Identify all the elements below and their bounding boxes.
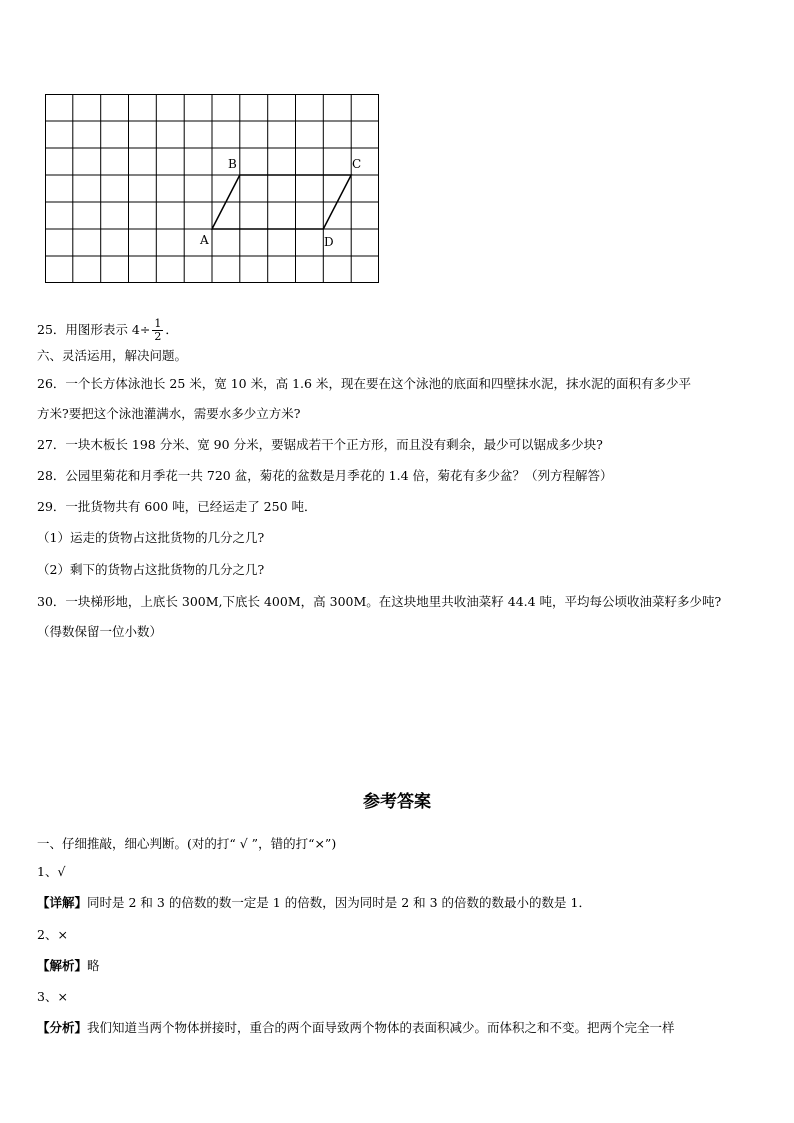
analysis-label-3: 【分析】 [37,1020,88,1035]
answers-title: 参考答案 [363,792,431,812]
question-29-part1: （1）运走的货物占这批货物的几分之几? [37,530,265,545]
question-25-end: ． [165,322,178,337]
question-30-line2: （得数保留一位小数） [37,624,163,639]
analysis-text: 略 [87,958,100,973]
fraction-one-half [152,318,163,343]
question-25 [37,318,178,343]
question-28: 28．公园里菊花和月季花一共 720 盆，菊花的盆数是月季花的 1.4 倍，菊花有多少盆？（列方程解答） [37,468,613,483]
vertex-label-b: B [228,157,237,171]
answer-2: 2、× [37,927,68,942]
question-26-line2: 方米?要把这个泳池灌满水，需要水多少立方米? [37,406,301,421]
question-25-text: 25．用图形表示 4÷ [37,322,151,337]
detail-text: 同时是 2 和 3 的倍数的数一定是 1 的倍数，因为同时是 2 和 3 的倍数的数最小的数是 1． [87,895,591,910]
question-29-part2: （2）剩下的货物占这批货物的几分之几? [37,562,265,577]
parallelogram-grid-figure [45,94,379,283]
answer-3-detail [37,1020,675,1036]
answer-1-detail [37,895,591,911]
analysis-text-3: 我们知道当两个物体拼接时，重合的两个面导致两个物体的表面积减少。而体积之和不变。把两个完全一样 [87,1020,675,1035]
question-29: 29．一批货物共有 600 吨，已经运走了 250 吨． [37,499,317,514]
analysis-label: 【解析】 [37,958,88,973]
answer-3: 3、× [37,989,68,1004]
question-26-line1: 26．一个长方体泳池长 25 米，宽 10 米，高 1.6 米，现在要在这个泳池的底面和四壁抹水泥，抹水泥的面积有多少平 [37,376,691,391]
section-6-heading: 六、灵活运用，解决问题。 [37,348,188,363]
question-30-line1: 30．一块梯形地，上底长 300M,下底长 400M，高 300M。在这块地里共收油菜籽 44.4 吨，平均每公顷收油菜籽多少吨? [37,594,722,609]
question-27: 27．一块木板长 198 分米、宽 90 分米，要锯成若干个正方形，而且没有剩余，最少可以锯成多少块? [37,437,603,452]
vertex-label-c: C [352,157,362,171]
answer-2-detail [37,958,100,974]
fraction-numerator: 1 [154,317,162,330]
answer-1: 1、√ [37,864,66,879]
grid-lines [45,94,379,283]
vertex-label-a: A [200,233,209,247]
detail-label: 【详解】 [37,895,88,910]
answers-section-1: 一、仔细推敲，细心判断。(对的打“ √ ”，错的打“×”) [37,836,337,851]
vertex-label-d: D [324,235,334,249]
fraction-denominator: 2 [154,330,162,343]
